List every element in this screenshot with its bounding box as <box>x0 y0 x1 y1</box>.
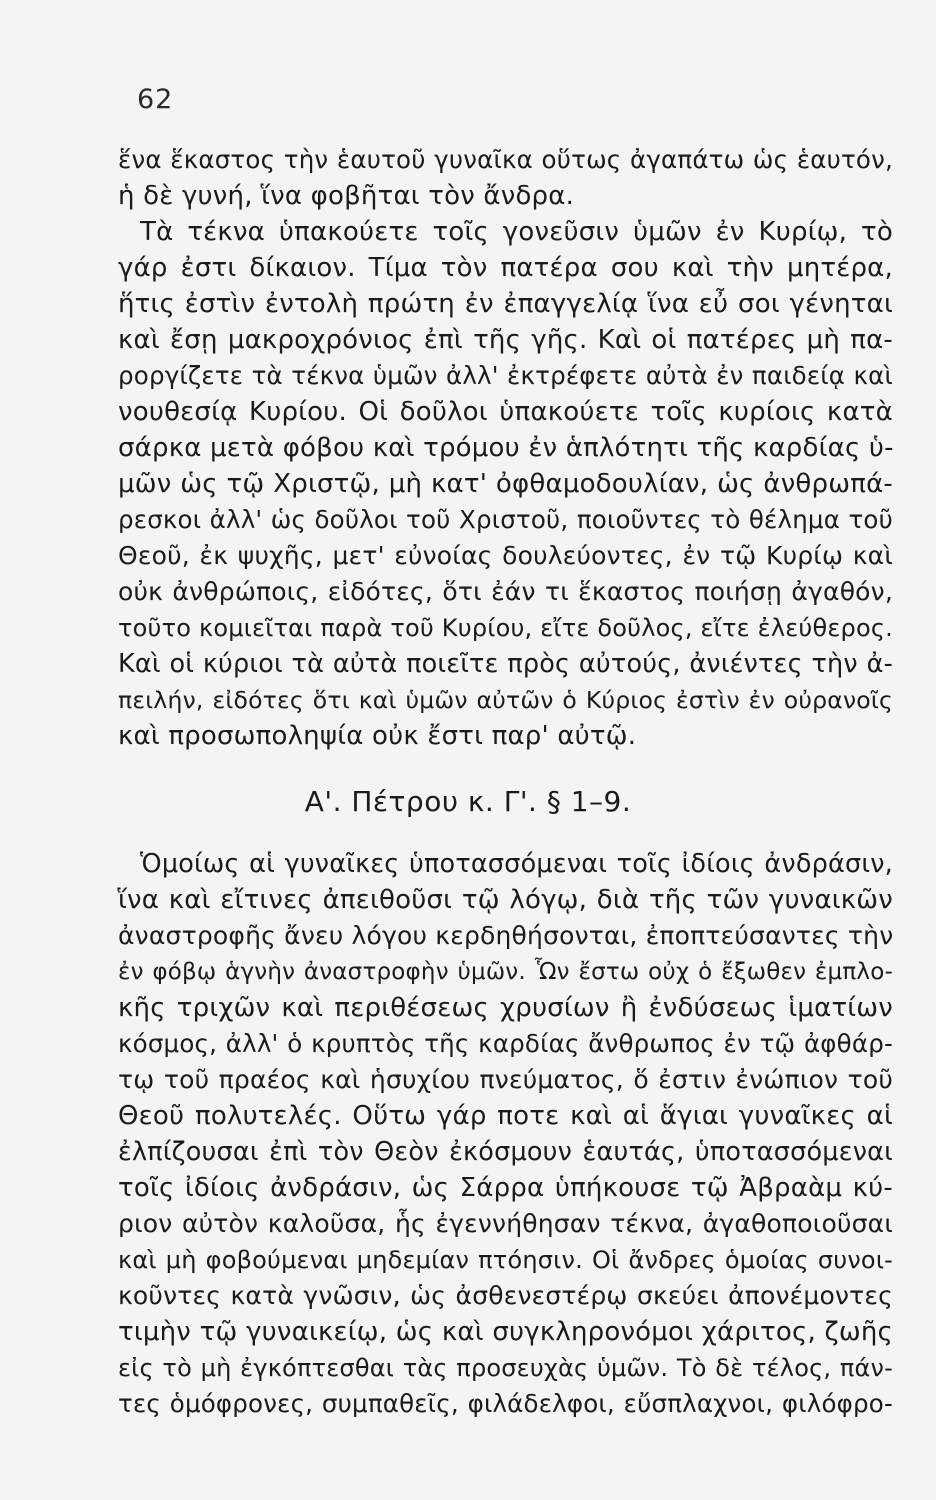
text-line: τῳ τοῦ πραέος καὶ ἡσυχίου πνεύματος, ὅ ἐστιν ἐνώπιον τοῦ <box>118 1065 893 1094</box>
text-line: καὶ προσωποληψία οὐκ ἔστι παρ' αὐτῷ. <box>118 721 637 751</box>
text-line: γάρ ἐστι δίκαιον. Τίμα τὸν πατέρα σου καὶ τὴν μητέρα, <box>118 253 893 283</box>
text-line: τοῦτο κομιεῖται παρὰ τοῦ Κυρίου, εἴτε δοῦλος, εἴτε ἐλεύθερος. <box>118 614 893 642</box>
text-line: καὶ μὴ φοβούμεναι μηδεμίαν πτόησιν. Οἱ ἄνδρες ὁμοίας συνοι- <box>118 1246 893 1274</box>
text-line: τοῖς ἰδίοις ἀνδράσιν, ὡς Σάρρα ὑπήκουσε τῷ Ἀβραὰμ κύ- <box>118 1173 893 1203</box>
page-number: 62 <box>137 84 174 115</box>
text-line: ριον αὐτὸν καλοῦσα, ἧς ἐγεννήθησαν τέκνα, ἀγαθοποιοῦσαι <box>118 1209 893 1238</box>
text-line: ἥτις ἐστὶν ἐντολὴ πρώτη ἐν ἐπαγγελίᾳ ἵνα εὖ σοι γένηται <box>118 289 893 319</box>
text-line: ἀναστροφῆς ἄνευ λόγου κερδηθήσονται, ἐποπτεύσαντες τὴν <box>118 921 894 950</box>
text-line: Θεοῦ πολυτελές. Οὕτω γάρ ποτε καὶ αἱ ἅγιαι γυναῖκες αἱ <box>118 1101 893 1131</box>
text-line: ἐν φόβῳ ἁγνὴν ἀναστροφὴν ὑμῶν. Ὧν ἔστω οὐχ ὁ ἔξωθεν ἐμπλο- <box>118 959 893 985</box>
text-line: κοῦντες κατὰ γνῶσιν, ὡς ἀσθενεστέρῳ σκεύει ἀπονέμοντες <box>118 1281 893 1310</box>
text-line: ροργίζετε τὰ τέκνα ὑμῶν ἀλλ' ἐκτρέφετε αὐτὰ ἐν παιδείᾳ καὶ <box>118 361 893 390</box>
text-line: μῶν ὡς τῷ Χριστῷ, μὴ κατ' ὀφθαμοδουλίαν, ὡς ἀνθρωπά- <box>118 469 893 499</box>
text-line: πειλήν, εἰδότες ὅτι καὶ ὑμῶν αὐτῶν ὁ Κύριος ἐστὶν ἐν οὐρανοῖς <box>118 686 893 714</box>
text-line: Καὶ οἱ κύριοι τὰ αὐτὰ ποιεῖτε πρὸς αὐτούς, ἀνιέντες τὴν ἀ- <box>118 649 893 679</box>
text-line: ἵνα καὶ εἴτινες ἀπειθοῦσι τῷ λόγῳ, διὰ τῆς τῶν γυναικῶν <box>118 885 893 915</box>
text-line: καὶ ἔσῃ μακροχρόνιος ἐπὶ τῆς γῆς. Καὶ οἱ πατέρες μὴ πα- <box>118 325 893 355</box>
text-line: οὐκ ἀνθρώποις, εἰδότες, ὅτι ἐάν τι ἕκαστος ποιήσῃ ἀγαθόν, <box>118 577 893 606</box>
text-line: σάρκα μετὰ φόβου καὶ τρόμου ἐν ἁπλότητι τῆς καρδίας ὑ- <box>118 433 894 463</box>
text-line: τες ὁμόφρονες, συμπαθεῖς, φιλάδελφοι, εὔσπλαχνοι, φιλόφρο- <box>118 1389 893 1418</box>
text-line: κόσμος, ἀλλ' ὁ κρυπτὸς τῆς καρδίας ἄνθρωπος ἐν τῷ ἀφθάρ- <box>118 1029 893 1058</box>
text-line: ἡ δὲ γυνή, ἵνα φοβῆται τὸν ἄνδρα. <box>118 181 575 211</box>
text-line: τιμὴν τῷ γυναικείῳ, ὡς καὶ συγκληρονόμοι χάριτος, ζωῆς <box>118 1317 893 1347</box>
text-line: εἰς τὸ μὴ ἐγκόπτεσθαι τὰς προσευχὰς ὑμῶν. Τὸ δὲ τέλος, πάν- <box>118 1354 893 1382</box>
text-line: ἕνα ἕκαστος τὴν ἑαυτοῦ γυναῖκα οὕτως ἀγαπάτω ὡς ἑαυτόν, <box>118 145 893 174</box>
text-line: ρεσκοι ἀλλ' ὡς δοῦλοι τοῦ Χριστοῦ, ποιοῦντες τὸ θέλημα τοῦ <box>118 505 893 534</box>
section-heading: Α'. Πέτρου κ. Γ'. § 1–9. <box>304 785 632 818</box>
text-line: Τὰ τέκνα ὑπακούετε τοῖς γονεῦσιν ὑμῶν ἐν Κυρίῳ, τὸ <box>140 217 893 247</box>
text-line: Ὁμοίως αἱ γυναῖκες ὑποτασσόμεναι τοῖς ἰδίοις ἀνδράσιν, <box>140 849 893 879</box>
text-line: Θεοῦ, ἐκ ψυχῆς, μετ' εὐνοίας δουλεύοντες, ἐν τῷ Κυρίῳ καὶ <box>118 541 893 570</box>
text-line: ἐλπίζουσαι ἐπὶ τὸν Θεὸν ἐκόσμουν ἑαυτάς, ὑποτασσόμεναι <box>118 1137 893 1167</box>
text-line: κῆς τριχῶν καὶ περιθέσεως χρυσίων ἢ ἐνδύσεως ἱματίων <box>118 993 893 1023</box>
text-line: νουθεσίᾳ Κυρίου. Οἱ δοῦλοι ὑπακούετε τοῖς κυρίοις κατὰ <box>118 397 893 427</box>
